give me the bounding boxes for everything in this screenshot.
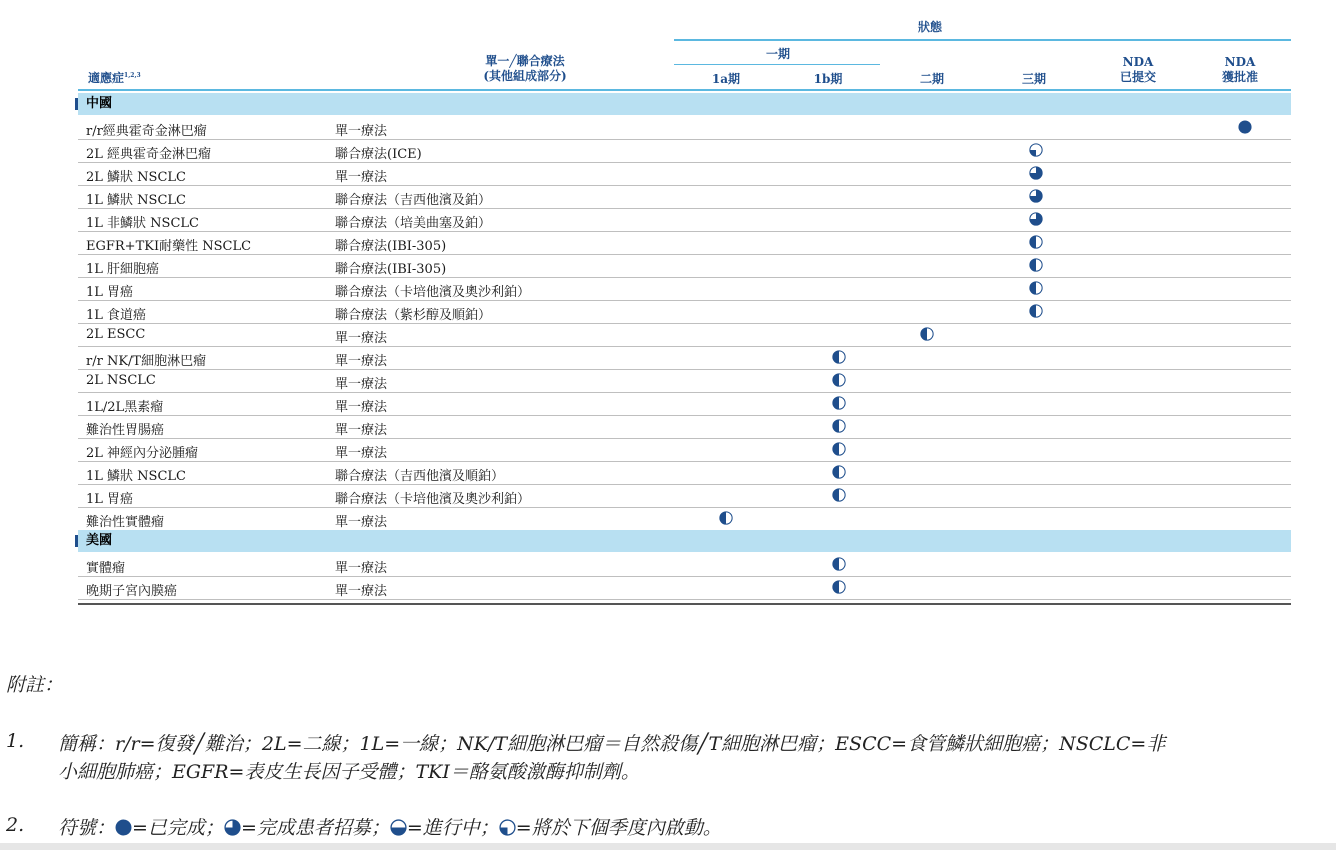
completed-icon: [1238, 120, 1252, 134]
ongoing-icon: [832, 488, 846, 502]
table-row: [78, 392, 1291, 416]
note-2-number: 2.: [6, 814, 25, 836]
nda-submitted-header: NDA 已提交: [1119, 55, 1156, 84]
row-indication: 1L 食道癌: [86, 308, 147, 323]
row-therapy: 單一療法: [335, 377, 388, 392]
status-header-line: [674, 39, 1291, 41]
ongoing-icon: [832, 465, 846, 479]
ongoing-icon: [832, 442, 846, 456]
phase2-header: 二期: [919, 72, 944, 86]
table-row: [78, 507, 1291, 531]
row-therapy: 聯合療法(IBI-305): [335, 239, 447, 254]
phase1-header: 一期: [765, 47, 790, 61]
ongoing-icon: [719, 511, 733, 525]
row-indication: 2L 神經內分泌腫瘤: [86, 446, 199, 461]
row-indication: 2L NSCLC: [86, 373, 156, 388]
table-row: [78, 185, 1291, 209]
row-therapy: 聯合療法(ICE): [335, 147, 422, 162]
recruited-icon: [1029, 166, 1043, 180]
row-therapy: 單一療法: [335, 446, 388, 461]
ongoing-icon: [920, 327, 934, 341]
table-row: [78, 162, 1291, 186]
row-indication: 1L 胃癌: [86, 492, 134, 507]
table-row: [78, 346, 1291, 370]
ongoing-icon: [390, 819, 407, 836]
row-indication: r/r NK/T細胞淋巴瘤: [86, 354, 207, 369]
row-therapy: 單一療法: [335, 354, 388, 369]
phase1a-header: 1a期: [711, 72, 741, 86]
table-row: [78, 254, 1291, 278]
phase1b-header: 1b期: [813, 72, 843, 86]
table-row: [78, 415, 1291, 439]
table-row: [78, 553, 1291, 577]
footer-bar: [0, 843, 1336, 850]
note-1-text: 簡稱：r/r=復發╱難治；2L=二線；1L=一線；NK/T細胞淋巴瘤＝自然殺傷╱T細胞淋巴瘤；ESCC=食管鱗狀細胞癌；NSCLC=非 小細胞肺癌；EGFR=表皮生長因子受體；TKI＝酪氨酸激酶抑制劑。: [58, 733, 1166, 783]
row-indication: 晚期子宮內膜癌: [86, 584, 178, 599]
row-therapy: 單一療法: [335, 170, 388, 185]
ongoing-icon: [832, 396, 846, 410]
row-indication: 2L 經典霍奇金淋巴瘤: [86, 147, 212, 162]
table-row: [78, 461, 1291, 485]
row-indication: 2L ESCC: [86, 327, 146, 342]
table-row: [78, 277, 1291, 301]
table-row: [78, 438, 1291, 462]
row-therapy: 單一療法: [335, 331, 388, 346]
status-header: 狀態: [917, 20, 942, 34]
starting-icon: [499, 819, 516, 836]
nda-approved-header: NDA 獲批准: [1221, 55, 1258, 84]
row-indication: 難治性實體瘤: [86, 515, 165, 530]
row-therapy: 聯合療法（卡培他濱及奧沙利鉑）: [335, 285, 531, 300]
row-indication: EGFR+TKI耐藥性 NSCLC: [86, 239, 252, 254]
table-row: [78, 208, 1291, 232]
phase3-header: 三期: [1021, 72, 1046, 86]
row-therapy: 單一療法: [335, 584, 388, 599]
starting-icon: [1029, 143, 1043, 157]
table-row: [78, 116, 1291, 140]
phase1-header-line: [674, 64, 880, 65]
table-row: [78, 139, 1291, 163]
row-indication: r/r經典霍奇金淋巴瘤: [86, 124, 207, 139]
row-therapy: 單一療法: [335, 124, 388, 139]
row-indication: 實體瘤: [86, 561, 126, 576]
row-therapy: 單一療法: [335, 423, 388, 438]
table-row: [78, 484, 1291, 508]
recruited-icon: [224, 819, 241, 836]
row-indication: 1L 胃癌: [86, 285, 134, 300]
row-therapy: 聯合療法（吉西他濱及順鉑）: [335, 469, 505, 484]
row-indication: 2L 鱗狀 NSCLC: [86, 170, 186, 185]
note-2-text: 符號： =已完成； =完成患者招募； =進行中； =將於下個季度內啟動。: [58, 817, 722, 839]
indication-header: 適應症$^{1,2,3}$: [88, 71, 141, 85]
ongoing-icon: [1029, 258, 1043, 272]
completed-icon: [115, 819, 132, 836]
row-therapy: 單一療法: [335, 400, 388, 415]
row-therapy: 聯合療法（培美曲塞及鉑）: [335, 216, 492, 231]
ongoing-icon: [832, 350, 846, 364]
row-therapy: 聯合療法（吉西他濱及鉑）: [335, 193, 492, 208]
row-indication: 1L 鱗狀 NSCLC: [86, 469, 186, 484]
row-therapy: 聯合療法（紫杉醇及順鉑）: [335, 308, 492, 323]
ongoing-icon: [832, 557, 846, 571]
ongoing-icon: [832, 373, 846, 387]
section-header: 中國: [78, 93, 1291, 115]
table-header-line: [78, 89, 1291, 91]
table-bottom-line: [78, 603, 1291, 605]
row-therapy: 聯合療法（卡培他濱及奧沙利鉑）: [335, 492, 531, 507]
row-indication: 1L 非鱗狀 NSCLC: [86, 216, 199, 231]
row-therapy: 聯合療法(IBI-305): [335, 262, 447, 277]
recruited-icon: [1029, 212, 1043, 226]
table-row: [78, 300, 1291, 324]
section-header: 美國: [78, 530, 1291, 552]
table-row: [78, 576, 1291, 600]
notes-title: 附註：: [6, 674, 64, 696]
ongoing-icon: [832, 580, 846, 594]
ongoing-icon: [1029, 235, 1043, 249]
row-therapy: 單一療法: [335, 561, 388, 576]
ongoing-icon: [1029, 304, 1043, 318]
row-indication: 1L/2L黑素瘤: [86, 400, 164, 415]
table-row: [78, 323, 1291, 347]
row-indication: 難治性胃腸癌: [86, 423, 165, 438]
therapy-header: 單一╱聯合療法 (其他組成部分): [483, 54, 567, 83]
row-indication: 1L 肝細胞癌: [86, 262, 160, 277]
note-1-number: 1.: [6, 730, 25, 752]
row-indication: 1L 鱗狀 NSCLC: [86, 193, 186, 208]
recruited-icon: [1029, 189, 1043, 203]
table-row: [78, 369, 1291, 393]
table-row: [78, 231, 1291, 255]
ongoing-icon: [1029, 281, 1043, 295]
ongoing-icon: [832, 419, 846, 433]
row-therapy: 單一療法: [335, 515, 388, 530]
